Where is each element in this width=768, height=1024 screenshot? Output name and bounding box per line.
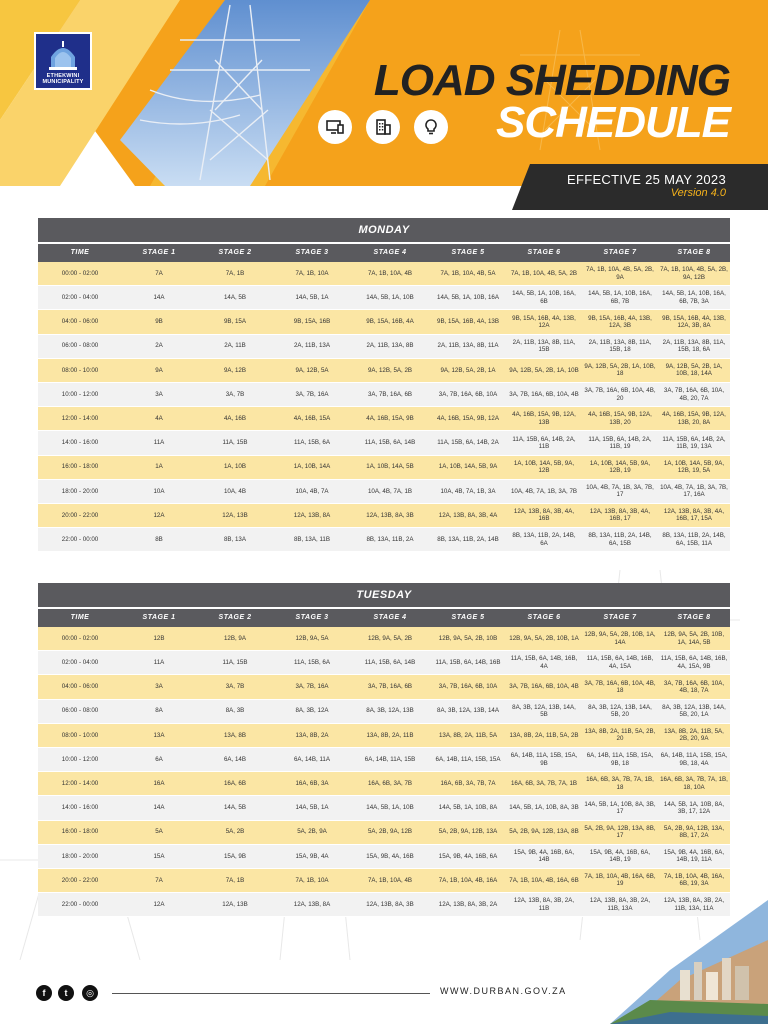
stage-cell: 3A, 7B, 16A, 6B, 10A, 4B, 20, 7A bbox=[663, 387, 725, 402]
stage-cell: 13A bbox=[153, 731, 165, 739]
stage-cell: 16A bbox=[153, 780, 165, 788]
column-header: STAGE 1 bbox=[142, 249, 176, 256]
stage-cell: 12A, 13B, 8A, 3B, 2A, 11B bbox=[513, 897, 575, 912]
stage-cell: 4A bbox=[155, 415, 163, 423]
stage-cell: 5A bbox=[155, 828, 163, 836]
stage-cell: 13A, 8B, 2A, 11B, 5A, 2B, 20, 9A bbox=[664, 727, 724, 743]
stage-cell: 10A, 4B, 7A, 1B, 3A, 7B, 17 bbox=[586, 483, 654, 499]
table-row bbox=[38, 748, 730, 772]
stage-cell: 2A, 11B, 13A, 8B bbox=[366, 342, 414, 350]
table-row bbox=[38, 504, 730, 528]
stage-cell: 12A bbox=[153, 900, 165, 908]
stage-cell: 5A, 2B, 9A bbox=[297, 828, 327, 836]
stage-cell: 15A, 9B, 4A, 16B, 6A, 14B, 19, 11A bbox=[663, 848, 725, 864]
stage-cell: 2A, 11B bbox=[224, 342, 246, 350]
stage-cell: 14A, 5B bbox=[223, 804, 247, 812]
stage-cell: 7A, 1B bbox=[225, 876, 245, 884]
column-header: STAGE 3 bbox=[295, 614, 329, 621]
stage-cell: 9B, 15A, 16B, 4A, 13B, 12A, 3B, 8A bbox=[662, 314, 726, 329]
column-header: STAGE 1 bbox=[142, 614, 176, 621]
stage-cell: 14A, 5B, 1A, 10B, 16A, 6B, 7B bbox=[588, 290, 652, 305]
stage-cell: 8B bbox=[155, 535, 163, 543]
stage-cell: 12A, 13B, 8A, 3B, 4A, 16B bbox=[513, 508, 575, 523]
logo-text-line2: MUNICIPALITY bbox=[42, 79, 84, 85]
column-header: STAGE 7 bbox=[603, 249, 637, 256]
stage-cell: 8B, 13A, 11B, 2A, 14B bbox=[437, 535, 499, 543]
stage-cell: 13A, 8B, 2A, 11B bbox=[366, 731, 414, 739]
stage-cell: 8B, 13A, 11B, 2A, 14B, 6A, 15B, 11A bbox=[662, 532, 726, 547]
table-row bbox=[38, 772, 730, 796]
stage-cell: 13A, 8B bbox=[223, 731, 247, 739]
column-header: STAGE 2 bbox=[218, 249, 252, 256]
stage-cell: 3A, 7B, 16A, 6B, 10A, 4B, 18, 7A bbox=[663, 679, 725, 694]
stage-cell: 12B bbox=[153, 634, 165, 642]
stage-cell: 12A, 13B, 8A, 3B bbox=[366, 900, 414, 908]
stage-cell: 1A, 10B bbox=[223, 463, 247, 471]
table-row bbox=[38, 431, 730, 455]
stage-cell: 9A, 12B, 5A, 2B, 1A bbox=[440, 366, 496, 374]
stage-cell: 3A, 7B, 16A, 6B, 10A, 4B bbox=[509, 683, 579, 691]
stage-cell: 9A, 12B bbox=[223, 366, 247, 374]
stage-cell: 9B bbox=[155, 318, 163, 326]
website-link[interactable]: WWW.DURBAN.GOV.ZA bbox=[440, 986, 567, 996]
stage-cell: 2A, 11B, 13A, 8B, 11A bbox=[437, 342, 499, 350]
stage-cell: 5A, 2B bbox=[225, 828, 245, 836]
time-cell: 16:00 - 18:00 bbox=[61, 463, 99, 471]
title-line1: LOAD SHEDDING bbox=[373, 56, 730, 105]
time-cell: 00:00 - 02:00 bbox=[61, 634, 99, 642]
table-row bbox=[38, 700, 730, 724]
effective-date: EFFECTIVE 25 MAY 2023 bbox=[567, 172, 726, 187]
time-cell: 22:00 - 00:00 bbox=[61, 900, 99, 908]
stage-cell: 11A, 15B, 6A, 14B, 16B, 4A bbox=[510, 655, 578, 670]
stage-cell: 3A, 7B, 16A, 6B, 10A, 4B, 18 bbox=[584, 679, 656, 694]
stage-cell: 9A, 12B, 5A, 2B, 1A, 10B, 18, 14A bbox=[665, 362, 723, 378]
stage-cell: 9B, 15A, 16B, 4A, 13B, 12A bbox=[512, 314, 576, 329]
time-cell: 10:00 - 12:00 bbox=[61, 755, 99, 763]
table-row bbox=[38, 383, 730, 407]
stage-cell: 12A bbox=[153, 511, 165, 519]
stage-cell: 8A bbox=[155, 707, 163, 715]
logo-text bbox=[42, 73, 83, 85]
stage-cell: 15A, 9B, 4A, 16B bbox=[366, 852, 414, 860]
facebook-icon[interactable] bbox=[36, 985, 52, 1001]
time-cell: 18:00 - 20:00 bbox=[61, 852, 99, 860]
column-header: STAGE 4 bbox=[373, 249, 407, 256]
stage-cell: 1A, 10B, 14A, 5B, 9A bbox=[438, 463, 498, 471]
twitter-glyph: t bbox=[64, 988, 68, 998]
stage-cell: 4A, 16B, 15A bbox=[293, 415, 331, 423]
column-header: STAGE 5 bbox=[451, 249, 485, 256]
stage-cell: 7A, 1B, 10A, 4B bbox=[367, 269, 413, 277]
stage-cell: 13A, 8B, 2A, 11B, 5A, 2B, 20 bbox=[584, 727, 656, 743]
column-header: STAGE 3 bbox=[295, 249, 329, 256]
stage-cell: 7A bbox=[155, 876, 163, 884]
table-row bbox=[38, 675, 730, 699]
column-header: STAGE 6 bbox=[527, 249, 561, 256]
time-cell: 20:00 - 22:00 bbox=[61, 511, 99, 519]
stage-cell: 15A bbox=[153, 852, 165, 860]
table-row bbox=[38, 286, 730, 310]
table-row bbox=[38, 528, 730, 552]
stage-cell: 4A, 16B, 15A, 9B, 12A, 13B bbox=[512, 411, 576, 426]
stage-cell: 8A, 3B bbox=[225, 707, 245, 715]
stage-cell: 4A, 16B, 15A, 9B, 12A, 13B, 20, 8A bbox=[662, 411, 726, 426]
table-row bbox=[38, 359, 730, 383]
stage-cell: 16A, 6B bbox=[223, 780, 247, 788]
stage-cell: 12B, 9A, 5A, 2B, 10B, 1A bbox=[509, 634, 579, 642]
version-label: Version 4.0 bbox=[670, 187, 726, 199]
stage-cell: 10A, 4B, 7A bbox=[295, 487, 329, 495]
stage-cell: 10A, 4B, 7A, 1B, 3A bbox=[440, 487, 496, 495]
stage-cell: 15A, 9B bbox=[223, 852, 247, 860]
stage-cell: 1A, 10B, 14A, 5B, 9A, 12B bbox=[513, 459, 575, 475]
time-cell: 10:00 - 12:00 bbox=[61, 390, 99, 398]
stage-cell: 6A, 14B, 11A, 15B bbox=[364, 755, 416, 763]
stage-cell: 8B, 13A, 11B, 2A, 14B, 6A, 15B bbox=[588, 532, 652, 547]
stage-cell: 7A, 1B, 10A, 4B, 16A, 6B bbox=[509, 876, 579, 884]
stage-cell: 9A bbox=[155, 366, 163, 374]
stage-cell: 14A, 5B, 1A, 10B, 16A bbox=[437, 294, 499, 302]
stage-cell: 9B, 15A, 16B, 4A, 13B, 12A, 3B bbox=[588, 314, 652, 329]
stage-cell: 13A, 8B, 2A, 11B, 5A, 2B bbox=[509, 731, 579, 739]
table-row bbox=[38, 869, 730, 893]
stage-cell: 10A, 4B, 7A, 1B bbox=[367, 487, 413, 495]
tuesday-schedule-table bbox=[38, 583, 730, 917]
stage-cell: 10A, 4B bbox=[223, 487, 247, 495]
monday-schedule-table bbox=[38, 218, 730, 552]
stage-cell: 12B, 9A, 5A, 2B, 10B bbox=[438, 634, 498, 642]
time-cell: 02:00 - 04:00 bbox=[61, 659, 99, 667]
stage-cell: 5A, 2B, 9A, 12B, 13A, 8B, 17 bbox=[584, 824, 656, 840]
stage-cell: 8A, 3B, 12A, 13B, 14A, 5B, 20, 1A bbox=[662, 703, 726, 719]
stage-cell: 14A, 5B, 1A bbox=[295, 294, 329, 302]
stage-cell: 8B, 13A, 11B, 2A bbox=[366, 535, 414, 543]
stage-cell: 8A, 3B, 12A, 13B bbox=[366, 707, 414, 715]
stage-cell: 12B, 9A, 5A, 2B, 10B, 1A, 14A bbox=[584, 631, 656, 646]
stage-cell: 6A, 14B, 11A, 15B, 15A, 9B, 18, 4A bbox=[660, 752, 728, 767]
stage-cell: 2A bbox=[155, 342, 163, 350]
time-cell: 16:00 - 18:00 bbox=[61, 828, 99, 836]
stage-cell: 12A, 13B bbox=[222, 511, 248, 519]
stage-cell: 11A, 15B, 6A, 14B, 2A, 11B bbox=[512, 435, 576, 450]
stage-cell: 12A, 13B, 8A, 3B, 4A, 16B, 17 bbox=[589, 508, 651, 523]
stage-cell: 10A, 4B, 7A, 1B, 3A, 7B bbox=[510, 487, 578, 495]
stage-cell: 6A, 14B, 11A bbox=[293, 755, 330, 763]
stage-cell: 1A, 10B, 14A bbox=[293, 463, 331, 471]
stage-cell: 15A, 9B, 4A, 16B, 6A, 14B, 19 bbox=[589, 848, 651, 864]
time-cell: 12:00 - 14:00 bbox=[61, 415, 99, 423]
stage-cell: 11A, 15B, 6A, 14B bbox=[364, 439, 416, 447]
stage-cell: 2A, 11B, 13A, 8B, 11A, 15B, 18, 6A bbox=[662, 338, 726, 354]
stage-cell: 11A, 15B bbox=[222, 659, 248, 667]
stage-cell: 14A, 5B, 1A, 10B, 8A, 3B, 17, 12A bbox=[663, 800, 725, 815]
time-cell: 12:00 - 14:00 bbox=[61, 780, 99, 788]
header-banner bbox=[0, 0, 768, 210]
stage-cell: 9A, 12B, 5A, 2B, 1A, 10B bbox=[509, 366, 579, 374]
stage-cell: 16A, 6B, 3A, 7B, 7A, 1B, 18, 10A bbox=[660, 776, 728, 791]
stage-cell: 15A, 9B, 4A bbox=[295, 852, 329, 860]
stage-cell: 11A, 15B, 6A, 14B bbox=[364, 659, 416, 667]
time-cell: 06:00 - 08:00 bbox=[61, 707, 99, 715]
stage-cell: 11A bbox=[153, 439, 165, 447]
stage-cell: 16A, 6B, 3A bbox=[295, 780, 329, 788]
stage-cell: 11A bbox=[153, 659, 165, 667]
city-hall-dome-icon bbox=[46, 41, 80, 71]
stage-cell: 14A, 5B, 1A, 10B, 8A, 3B bbox=[509, 804, 579, 812]
table-row bbox=[38, 262, 730, 286]
stage-cell: 14A, 5B, 1A, 10B, 8A bbox=[438, 804, 498, 812]
column-header: STAGE 8 bbox=[677, 614, 711, 621]
column-header: STAGE 5 bbox=[451, 614, 485, 621]
stage-cell: 7A, 1B, 10A, 4B, 16A, 6B, 19, 3A bbox=[663, 873, 725, 888]
stage-cell: 7A bbox=[155, 269, 163, 277]
footer-divider bbox=[112, 993, 430, 994]
stage-cell: 3A, 7B, 16A, 6B, 10A, 4B bbox=[509, 390, 579, 398]
time-cell: 14:00 - 16:00 bbox=[61, 439, 99, 447]
stage-cell: 14A, 5B, 1A, 10B bbox=[366, 804, 414, 812]
stage-cell: 9B, 15A, 16B bbox=[293, 318, 331, 326]
stage-cell: 8A, 3B, 12A bbox=[295, 707, 329, 715]
stage-cell: 16A, 6B, 3A, 7B, 7A, 1B, 18 bbox=[586, 776, 654, 791]
computer-icon bbox=[318, 110, 352, 144]
stage-cell: 3A, 7B, 16A, 6B, 10A bbox=[438, 390, 498, 398]
column-header: STAGE 6 bbox=[527, 614, 561, 621]
time-cell: 18:00 - 20:00 bbox=[61, 487, 99, 495]
stage-cell: 11A, 15B, 6A, 14B, 2A, 11B, 19, 13A bbox=[662, 435, 726, 450]
stage-cell: 4A, 16B, 15A, 9B, 12A, 13B, 20 bbox=[588, 411, 652, 426]
stage-cell: 4A, 16B bbox=[223, 415, 247, 423]
stage-cell: 3A, 7B, 16A, 6B bbox=[367, 683, 413, 691]
stage-cell: 3A bbox=[155, 390, 163, 398]
stage-cell: 15A, 9B, 4A, 16B, 6A, 14B bbox=[513, 848, 575, 864]
building-icon bbox=[366, 110, 400, 144]
stage-cell: 9B, 15A, 16B, 4A bbox=[366, 318, 414, 326]
stage-cell: 11A, 15B, 6A bbox=[293, 439, 330, 447]
stage-cell: 12A, 13B, 8A bbox=[293, 900, 331, 908]
time-cell: 14:00 - 16:00 bbox=[61, 804, 99, 812]
stage-cell: 12B, 9A, 5A bbox=[295, 634, 329, 642]
stage-cell: 11A, 15B, 6A, 14B, 2A, 11B, 19 bbox=[588, 435, 652, 450]
stage-cell: 16A, 6B, 3A, 7B, 7A bbox=[440, 780, 496, 788]
stage-cell: 9B, 15A bbox=[223, 318, 247, 326]
day-title: MONDAY bbox=[38, 218, 730, 244]
twitter-icon[interactable] bbox=[58, 985, 74, 1001]
stage-cell: 9A, 12B, 5A bbox=[295, 366, 329, 374]
day-title: TUESDAY bbox=[38, 583, 730, 609]
stage-cell: 7A, 1B, 10A bbox=[295, 269, 329, 277]
time-cell: 22:00 - 00:00 bbox=[61, 535, 99, 543]
stage-cell: 7A, 1B, 10A, 4B, 16A, 6B, 19 bbox=[584, 873, 656, 888]
stage-cell: 11A, 15B, 6A, 14B, 16B bbox=[435, 659, 501, 667]
table-row bbox=[38, 724, 730, 748]
stage-cell: 3A, 7B, 16A bbox=[295, 390, 329, 398]
stage-cell: 14A, 5B bbox=[223, 294, 247, 302]
stage-cell: 12A, 13B, 8A, 3B, 4A bbox=[438, 511, 498, 519]
title-line2: SCHEDULE bbox=[495, 98, 730, 147]
stage-cell: 1A, 10B, 14A, 5B bbox=[366, 463, 414, 471]
table-row bbox=[38, 821, 730, 845]
time-cell: 06:00 - 08:00 bbox=[61, 342, 99, 350]
stage-cell: 6A, 14B, 11A, 15B, 15A, 9B bbox=[510, 752, 578, 767]
stage-cell: 8A, 3B, 12A, 13B, 14A, 5B bbox=[512, 703, 576, 719]
stage-cell: 9A, 12B, 5A, 2B bbox=[367, 366, 413, 374]
table-row bbox=[38, 627, 730, 651]
stage-cell: 7A, 1B, 10A, 4B, 5A, 2B bbox=[510, 269, 578, 277]
stage-cell: 11A, 15B bbox=[222, 439, 248, 447]
stage-cell: 5A, 2B, 9A, 12B, 13A bbox=[438, 828, 498, 836]
stage-cell: 12A, 13B, 8A bbox=[293, 511, 331, 519]
stage-cell: 13A, 8B, 2A, 11B, 5A bbox=[438, 731, 498, 739]
stage-cell: 3A bbox=[155, 683, 163, 691]
stage-cell: 3A, 7B, 16A, 6B, 10A bbox=[438, 683, 498, 691]
stage-cell: 9B, 15A, 16B, 4A, 13B bbox=[437, 318, 499, 326]
stage-cell: 11A, 15B, 6A, 14B, 16B, 4A, 15A, 9B bbox=[660, 655, 728, 670]
stage-cell: 10A, 4B, 7A, 1B, 3A, 7B, 17, 16A bbox=[660, 483, 728, 499]
time-cell: 20:00 - 22:00 bbox=[61, 876, 99, 884]
stage-cell: 8B, 13A, 11B, 2A, 14B, 6A bbox=[512, 532, 576, 547]
stage-cell: 7A, 1B, 10A, 4B, 5A, 2B, 9A, 12B bbox=[660, 266, 728, 281]
stage-cell: 14A, 5B, 1A, 10B bbox=[366, 294, 414, 302]
stage-cell: 5A, 2B, 9A, 12B bbox=[367, 828, 413, 836]
stage-cell: 6A bbox=[155, 755, 163, 763]
stage-cell: 5A, 2B, 9A, 12B, 13A, 8B, 17, 2A bbox=[663, 824, 725, 840]
table-row bbox=[38, 796, 730, 820]
stage-cell: 2A, 11B, 13A bbox=[293, 342, 330, 350]
stage-cell: 10A bbox=[153, 487, 165, 495]
stage-cell: 12B, 9A, 5A, 2B bbox=[367, 634, 413, 642]
stage-cell: 11A, 15B, 6A bbox=[293, 659, 330, 667]
stage-cell: 16A, 6B, 3A, 7B bbox=[367, 780, 413, 788]
stage-cell: 8A, 3B, 12A, 13B, 14A, 5B, 20 bbox=[588, 703, 652, 719]
table-body bbox=[38, 262, 730, 552]
stage-cell: 11A, 15B, 6A, 14B, 16B, 4A, 15A bbox=[586, 655, 654, 670]
stage-cell: 12A, 13B, 8A, 3B, 2A, 11B, 13A bbox=[589, 897, 651, 912]
table-header-row bbox=[38, 609, 730, 627]
stage-cell: 7A, 1B, 10A, 4B, 16A bbox=[438, 876, 498, 884]
time-cell: 08:00 - 10:00 bbox=[61, 731, 99, 739]
table-body bbox=[38, 627, 730, 917]
table-row bbox=[38, 310, 730, 334]
stage-cell: 12A, 13B, 8A, 3B, 2A, 11B, 13A, 11A bbox=[663, 897, 725, 912]
stage-cell: 12A, 13B, 8A, 3B, 4A, 16B, 17, 15A bbox=[663, 508, 725, 523]
stage-cell: 12A, 13B, 8A, 3B, 2A bbox=[438, 900, 498, 908]
stage-cell: 4A, 16B, 15A, 9B, 12A bbox=[437, 415, 499, 423]
time-cell: 04:00 - 06:00 bbox=[61, 683, 99, 691]
stage-cell: 14A, 5B, 1A bbox=[295, 804, 329, 812]
column-header: STAGE 4 bbox=[373, 614, 407, 621]
stage-cell: 7A, 1B, 10A bbox=[295, 876, 329, 884]
stage-cell: 3A, 7B, 16A bbox=[295, 683, 329, 691]
stage-cell: 1A bbox=[155, 463, 163, 471]
durban-skyline-photo bbox=[610, 900, 768, 1024]
stage-cell: 3A, 7B, 16A, 6B, 10A, 4B, 20 bbox=[584, 387, 656, 402]
table-row bbox=[38, 651, 730, 675]
table-row bbox=[38, 407, 730, 431]
table-row bbox=[38, 335, 730, 359]
stage-cell: 1A, 10B, 14A, 5B, 9A, 12B, 19 bbox=[589, 459, 651, 475]
stage-cell: 3A, 7B bbox=[225, 683, 245, 691]
lightbulb-icon bbox=[414, 110, 448, 144]
stage-cell: 3A, 7B, 16A, 6B bbox=[367, 390, 413, 398]
stage-cell: 7A, 1B, 10A, 4B, 5A, 2B, 9A bbox=[586, 266, 654, 281]
column-header: STAGE 8 bbox=[677, 249, 711, 256]
stage-cell: 2A, 11B, 13A, 8B, 11A, 15B, 18 bbox=[588, 338, 652, 354]
stage-cell: 1A, 10B, 14A, 5B, 9A, 12B, 19, 5A bbox=[663, 459, 725, 475]
stage-cell: 9A, 12B, 5A, 2B, 1A, 10B, 18 bbox=[584, 362, 656, 378]
stage-cell: 13A, 8B, 2A bbox=[295, 731, 329, 739]
stage-cell: 14A, 5B, 1A, 10B, 16A, 6B bbox=[512, 290, 576, 305]
stage-cell: 14A, 5B, 1A, 10B, 8A, 3B, 17 bbox=[584, 800, 656, 815]
column-header: TIME bbox=[70, 614, 90, 621]
stage-cell: 4A, 16B, 15A, 9B bbox=[366, 415, 414, 423]
column-header: TIME bbox=[70, 249, 90, 256]
municipality-logo bbox=[34, 32, 92, 90]
stage-cell: 11A, 15B, 6A, 14B, 2A bbox=[437, 439, 499, 447]
stage-cell: 6A, 14B, 11A, 15B, 15A, 9B, 18 bbox=[586, 752, 654, 767]
column-header: STAGE 7 bbox=[603, 614, 637, 621]
stage-cell: 8A, 3B, 12A, 13B, 14A bbox=[437, 707, 499, 715]
stage-cell: 16A, 6B, 3A, 7B, 7A, 1B bbox=[510, 780, 578, 788]
column-header: STAGE 2 bbox=[218, 614, 252, 621]
stage-cell: 6A, 14B bbox=[223, 755, 247, 763]
table-row bbox=[38, 480, 730, 504]
stage-cell: 12A, 13B bbox=[222, 900, 248, 908]
facebook-glyph: f bbox=[42, 988, 46, 998]
instagram-glyph: ◎ bbox=[86, 987, 94, 998]
time-cell: 04:00 - 06:00 bbox=[61, 318, 99, 326]
time-cell: 00:00 - 02:00 bbox=[61, 269, 99, 277]
stage-cell: 7A, 1B, 10A, 4B bbox=[367, 876, 413, 884]
stage-cell: 7A, 1B, 10A, 4B, 5A bbox=[440, 269, 496, 277]
stage-cell: 8B, 13A bbox=[223, 535, 247, 543]
logo-text-line1: ETHEKWINI bbox=[46, 73, 80, 79]
table-row bbox=[38, 456, 730, 480]
time-cell: 08:00 - 10:00 bbox=[61, 366, 99, 374]
time-cell: 02:00 - 04:00 bbox=[61, 294, 99, 302]
stage-cell: 2A, 11B, 13A, 8B, 11A, 15B bbox=[512, 338, 576, 354]
stage-cell: 6A, 14B, 11A, 15B, 15A bbox=[435, 755, 501, 763]
stage-cell: 14A, 5B, 1A, 10B, 16A, 6B, 7B, 3A bbox=[662, 290, 726, 305]
stage-cell: 12A, 13B, 8A, 3B bbox=[366, 511, 414, 519]
stage-cell: 5A, 2B, 9A, 12B, 13A, 8B bbox=[509, 828, 579, 836]
stage-cell: 14A bbox=[153, 804, 165, 812]
table-row bbox=[38, 845, 730, 869]
table-header-row bbox=[38, 244, 730, 262]
stage-cell: 3A, 7B bbox=[225, 390, 245, 398]
stage-cell: 12B, 9A bbox=[223, 634, 247, 642]
stage-cell: 14A bbox=[153, 294, 165, 302]
instagram-icon[interactable] bbox=[82, 985, 98, 1001]
stage-cell: 12B, 9A, 5A, 2B, 10B, 1A, 14A, 5B bbox=[663, 631, 725, 646]
stage-cell: 7A, 1B bbox=[225, 269, 245, 277]
stage-cell: 15A, 9B, 4A, 16B, 6A bbox=[438, 852, 498, 860]
stage-cell: 8B, 13A, 11B bbox=[293, 535, 330, 543]
